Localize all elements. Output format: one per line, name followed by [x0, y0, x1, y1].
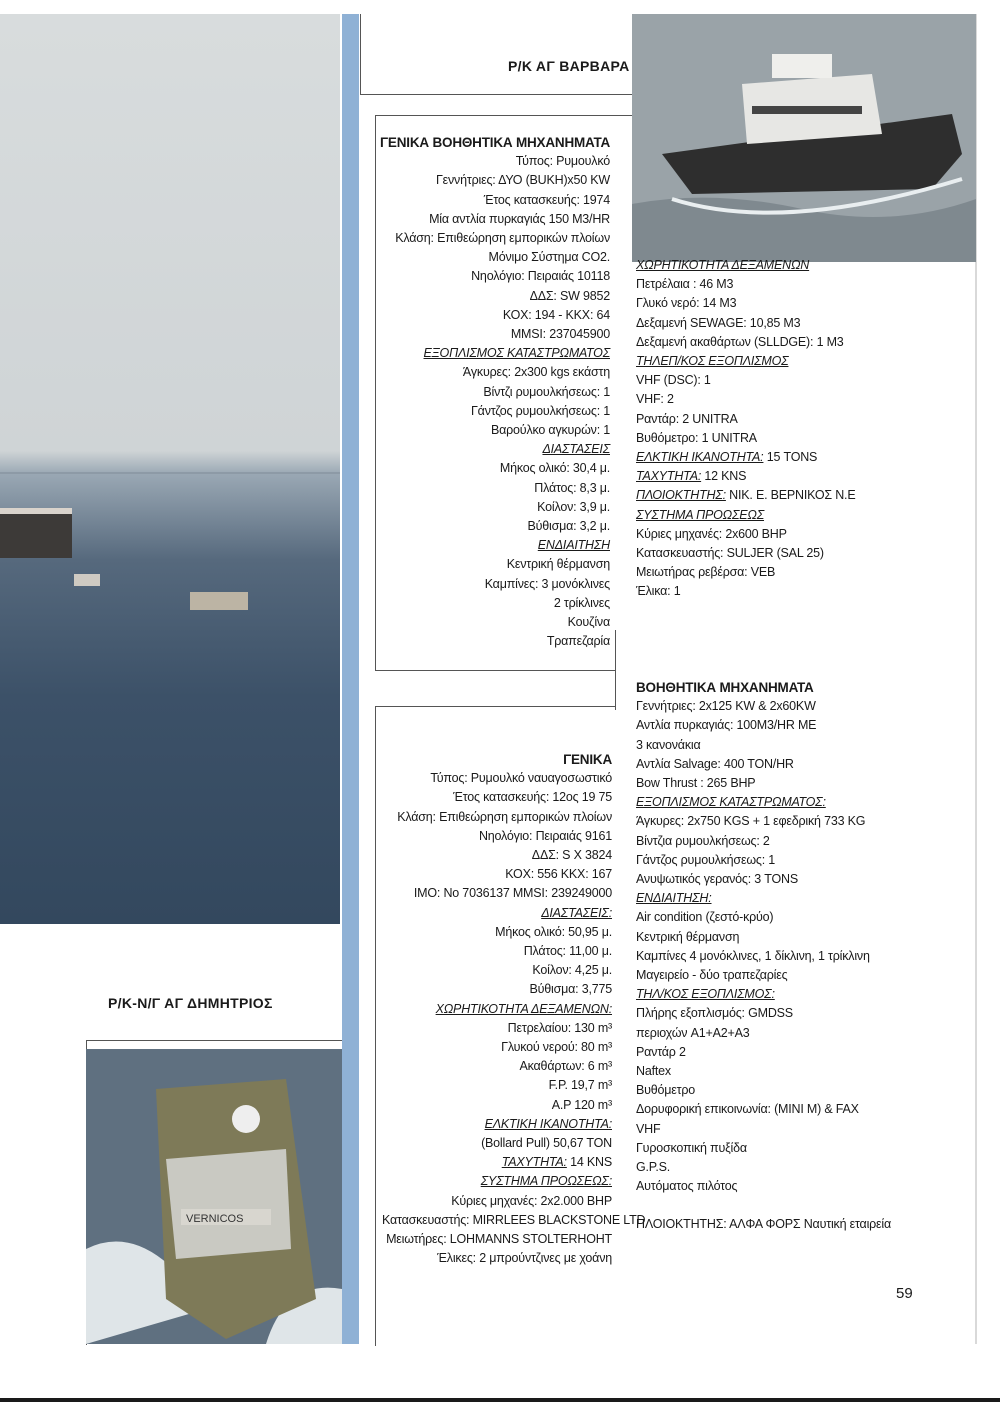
spec-line: 3 κανονάκια: [636, 737, 701, 752]
spec-line: Νηολόγιο: Πειραιάς 10118: [471, 269, 610, 284]
frame-line: [375, 115, 632, 116]
spec-line: A.P 120 m³: [551, 1097, 612, 1112]
frame-line: [86, 1040, 342, 1041]
spec-line: Κλάση: Επιθεώρηση εμπορικών πλοίων: [397, 809, 612, 824]
spec-line: Άγκυρες: 2x750 KGS + 1 εφεδρική 733 KG: [636, 814, 866, 829]
spec-line: Βίντζια ρυμουλκήσεως: 2: [636, 833, 770, 848]
fishing-boat: [190, 592, 248, 610]
subheading: ΠΛΟΙΟΚΤΗΤΗΣ:: [636, 488, 726, 503]
spec-line: Βύθισμα: 3,2 μ.: [527, 519, 610, 534]
spec-line: Κύριες μηχανές: 2x600 BHP: [636, 526, 787, 541]
spec-value: ΝΙΚ. Ε. ΒΕΡΝΙΚΟΣ Ν.Ε: [725, 488, 856, 503]
spec-line: Κεντρική θέρμανση: [636, 929, 740, 944]
sea-photo: [0, 14, 340, 924]
spec-line: Έτος κατασκευής: 1974: [483, 192, 610, 207]
spec-line: Δορυφορική επικοινωνία: (MINI M) & FAX: [636, 1102, 859, 1117]
spec-line: Πετρελαίου: 130 m³: [507, 1020, 612, 1035]
spec-line: Έλικα: 1: [636, 584, 681, 599]
spec-line: IMO: No 7036137 MMSI: 239249000: [413, 886, 612, 901]
spec-line: Naftex: [636, 1064, 671, 1079]
spec-line: Δεξαμενή SEWAGE: 10,85 M3: [636, 315, 801, 330]
heading: ΓΕΝΙΚΑ ΒΟΗΘΗΤΙΚΑ ΜΗΧΑΝΗΜΑΤΑ: [380, 135, 611, 150]
spec-line: Air condition (ζεστό-κρύο): [636, 910, 774, 925]
heading: ΓΕΝΙΚΑ: [563, 752, 612, 767]
spec-line: Μήκος ολικό: 30,4 μ.: [499, 461, 610, 476]
spec-line: Βίντζι ρυμουλκήσεως: 1: [483, 384, 610, 399]
subheading: ΣΥΣΤΗΜΑ ΠΡΟΩΣΕΩΣ: [636, 507, 765, 522]
spec-line: Κοίλον: 4,25 μ.: [532, 963, 612, 978]
subheading: ΧΩΡΗΤΙΚΟΤΗΤΑ ΔΕΞΑΜΕΝΩΝ:: [435, 1001, 612, 1016]
page-number: 59: [896, 1285, 913, 1302]
spec-line: ΚΟΧ: 556 ΚΚΧ: 167: [505, 867, 612, 882]
subheading: ΕΛΚΤΙΚΗ ΙΚΑΝΟΤΗΤΑ:: [484, 1116, 612, 1131]
spec-line: F.P. 19,7 m³: [548, 1078, 612, 1093]
spec-line: VHF (DSC): 1: [636, 373, 711, 388]
spec-line: Κεντρική θέρμανση: [506, 557, 610, 572]
block-general-auxiliary: [380, 133, 610, 651]
spec-line: MMSI: 237045900: [510, 327, 610, 342]
subheading: ΕΞΟΠΛΙΣΜΟΣ ΚΑΤΑΣΤΡΩΜΑΤΟΣ: [423, 346, 610, 361]
spec-line: Bow Thrust : 265 BHP: [636, 776, 756, 791]
spec-line: Δεξαμενή ακαθάρτων (SLLDGE): 1 M3: [636, 334, 844, 349]
spec-line: Βύθισμα: 3,775: [529, 982, 612, 997]
spec-line: Πετρέλαια : 46 M3: [636, 277, 734, 292]
tug-illustration: [632, 14, 976, 262]
blue-divider-bar: [342, 14, 359, 1344]
owner-line: ΠΛΟΙΟΚΤΗΤΗΣ: ΑΛΦΑ ΦΟΡΣ Ναυτική εταιρεία: [636, 1217, 892, 1232]
subheading: ΧΩΡΗΤΙΚΟΤΗΤΑ ΔΕΞΑΜΕΝΩΝ: [636, 258, 810, 272]
subheading: ΕΞΟΠΛΙΣΜΟΣ ΚΑΤΑΣΤΡΩΜΑΤΟΣ:: [636, 795, 826, 810]
spec-line: Αντλία πυρκαγιάς: 100M3/HR ΜΕ: [636, 718, 817, 733]
subheading: ΤΑΧΥΤΗΤΑ:: [501, 1155, 567, 1170]
subheading: ΤΗΛΕΠ/ΚΟΣ ΕΞΟΠΛΙΣΜΟΣ: [636, 354, 789, 369]
spec-line: Πλάτος: 11,00 μ.: [523, 944, 612, 959]
spec-line: Κλάση: Επιθεώρηση εμπορικών πλοίων: [395, 231, 610, 246]
spec-line: Μειωτήρας ρεβέρσα: VEB: [636, 565, 776, 580]
spec-line: Ακαθάρτων: 6 m³: [519, 1059, 612, 1074]
spec-line: Νηολόγιο: Πειραιάς 9161: [478, 828, 612, 843]
spec-line: Έτος κατασκευής: 12ος 19 75: [453, 790, 612, 805]
spec-line: Τύπος: Ρυμουλκό: [515, 154, 610, 169]
spec-value: 15 TONS: [763, 450, 818, 465]
spec-line: Πλήρης εξοπλισμός: GMDSS: [636, 1006, 793, 1021]
tug-photo-agios-dimitrios: [86, 1049, 342, 1344]
spec-line: Ραντάρ 2: [636, 1044, 686, 1059]
spec-line: Βυθόμετρο: [636, 1083, 696, 1098]
spec-line: Καμπίνες 4 μονόκλινες, 1 δίκλινη, 1 τρίκλινη: [636, 948, 870, 963]
bottom-rule: [0, 1398, 1000, 1402]
frame-line: [360, 14, 361, 94]
frame-line: [375, 706, 376, 1346]
spec-line: Γάντζος ρυμουλκήσεως: 1: [636, 852, 776, 867]
spec-line: Κουζίνα: [567, 615, 610, 630]
heading: ΒΟΗΘΗΤΙΚΑ ΜΗΧΑΝΗΜΑΤΑ: [636, 680, 814, 695]
frame-line: [375, 670, 615, 671]
small-boat: [74, 574, 100, 586]
vessel-title-agia-varvara: Ρ/Κ ΑΓ ΒΑΡΒΑΡΑ: [508, 58, 630, 74]
spec-line: Κοίλον: 3,9 μ.: [537, 499, 610, 514]
vessel-title-agios-dimitrios: Ρ/Κ-Ν/Γ ΑΓ ΔΗΜΗΤΡΙΟΣ: [108, 995, 273, 1011]
spec-line: ΔΔΣ: S X 3824: [531, 848, 612, 863]
spec-line: Τύπος: Ρυμουλκό ναυαγοσωστικό: [430, 771, 612, 786]
spec-line: Γάντζος ρυμουλκήσεως: 1: [470, 403, 610, 418]
spec-line: Κατασκευαστής: SULJER (SAL 25): [636, 546, 824, 561]
subheading: ΤΗΛ/ΚΟΣ ΕΞΟΠΛΙΣΜΟΣ:: [636, 987, 775, 1002]
spec-line: Μία αντλία πυρκαγιάς 150 M3/HR: [429, 211, 610, 226]
spec-line: G.P.S.: [636, 1160, 671, 1175]
block-general-dimitrios: [382, 750, 646, 1268]
subheading: ΣΥΣΤΗΜΑ ΠΡΟΩΣΕΩΣ:: [480, 1174, 612, 1189]
block-auxiliary-dimitrios: [636, 678, 966, 1235]
frame-line: [375, 115, 376, 670]
spec-line: 2 τρίκλινες: [553, 595, 610, 610]
tug-aerial-illustration: [86, 1049, 342, 1344]
subheading: ΕΛΚΤΙΚΗ ΙΚΑΝΟΤΗΤΑ:: [636, 450, 764, 465]
block-tanks-telecom: [636, 256, 966, 602]
spec-line: Τραπεζαρία: [546, 634, 610, 649]
spec-line: ΚΟΧ: 194 - ΚΚΧ: 64: [502, 307, 610, 322]
spec-line: Γυροσκοπική πυξίδα: [636, 1140, 747, 1155]
spec-line: VHF: 2: [636, 392, 674, 407]
spec-line: Πλάτος: 8,3 μ.: [534, 480, 610, 495]
frame-line: [375, 706, 615, 707]
subheading: ΕΝΔΙΑΙΤΗΣΗ: [537, 538, 610, 553]
spec-line: Ραντάρ: 2 UNITRA: [636, 411, 738, 426]
tug-photo-agia-varvara: [632, 14, 976, 262]
spec-line: ΔΔΣ: SW 9852: [529, 288, 610, 303]
frame-line: [360, 94, 632, 95]
spec-line: Γεννήτριες: ΔΥΟ (BUKH)x50 KW: [435, 173, 610, 188]
subheading: ΕΝΔΙΑΙΤΗΣΗ:: [636, 891, 712, 906]
vessel-name-text: VERNICOS: [186, 1213, 244, 1225]
spec-line: Γλυκό νερό: 14 M3: [636, 296, 737, 311]
subheading: ΤΑΧΥΤΗΤΑ:: [636, 469, 702, 484]
spec-line: Γλυκού νερού: 80 m³: [501, 1040, 612, 1055]
cargo-ship: [0, 514, 72, 558]
spec-line: VHF: [636, 1121, 661, 1136]
spec-line: Μόνιμο Σύστημα CO2.: [488, 250, 610, 265]
spec-line: Μειωτήρες: LOHMANNS STOLTERHOHT: [386, 1232, 612, 1247]
horizon-line: [0, 472, 340, 474]
spec-line: Μήκος ολικό: 50,95 μ.: [495, 924, 612, 939]
spec-line: Αυτόματος πιλότος: [636, 1179, 738, 1194]
spec-line: Βαρούλκο αγκυρών: 1: [490, 423, 610, 438]
spec-line: Έλικες: 2 μπρούντζινες με χοάνη: [437, 1251, 612, 1266]
spec-line: Μαγειρείο - δύο τραπεζαρίες: [636, 968, 788, 983]
spec-line: Κατασκευαστής: MIRRLEES BLACKSTONE LTD: [382, 1212, 646, 1227]
subheading: ΔΙΑΣΤΑΣΕΙΣ: [542, 442, 610, 457]
spec-line: Αντλία Salvage: 400 TON/HR: [636, 756, 794, 771]
spec-line: Κύριες μηχανές: 2x2.000 BHP: [451, 1193, 612, 1208]
spec-line: περιοχών A1+A2+A3: [636, 1025, 750, 1040]
spec-line: Άγκυρες: 2x300 kgs εκάστη: [462, 365, 610, 380]
spec-line: Βυθόμετρο: 1 UNITRA: [636, 430, 757, 445]
spec-line: Καμπίνες: 3 μονόκλινες: [484, 576, 610, 591]
frame-line: [615, 630, 616, 710]
spec-line: Γεννήτριες: 2x125 KW & 2x60KW: [636, 699, 816, 714]
spec-value: 12 KNS: [701, 469, 747, 484]
spec-line: (Bollard Pull) 50,67 TON: [481, 1136, 612, 1151]
spec-value: 14 KNS: [566, 1155, 612, 1170]
spec-line: Ανυψωτικός γερανός: 3 TONS: [636, 872, 799, 887]
subheading: ΔΙΑΣΤΑΣΕΙΣ:: [541, 905, 612, 920]
